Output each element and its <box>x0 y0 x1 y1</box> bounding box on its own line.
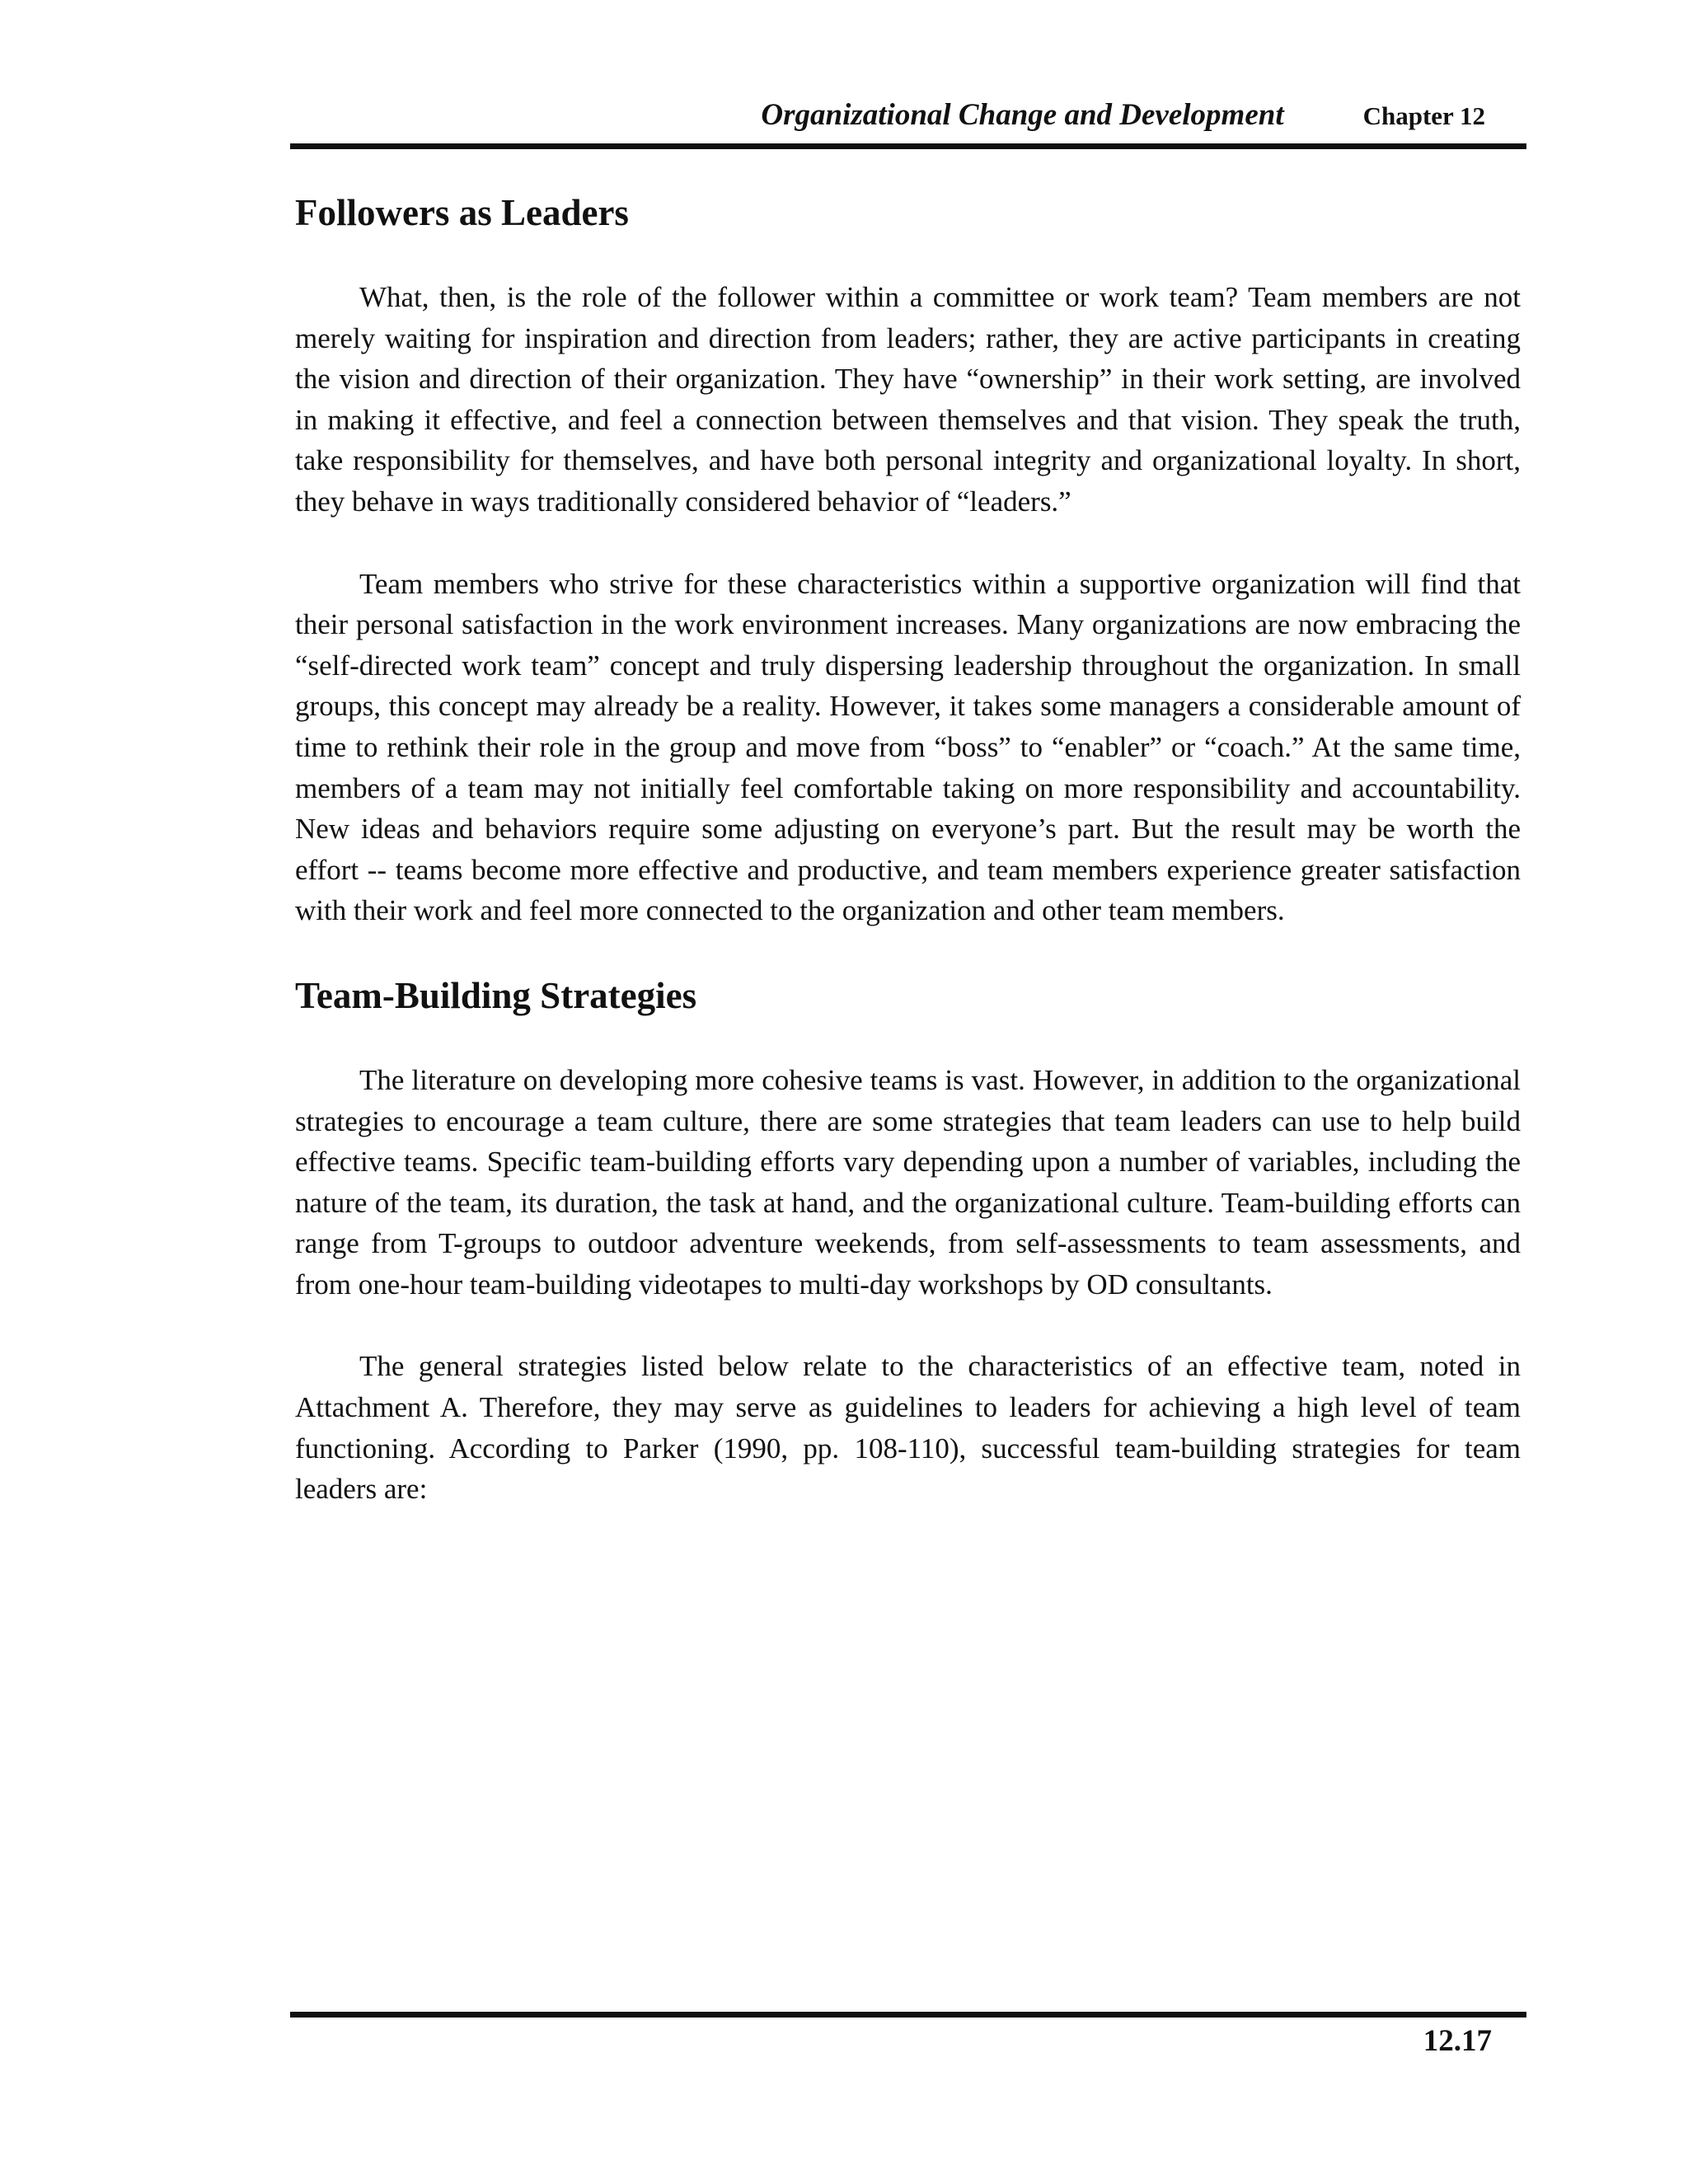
running-header <box>290 97 1526 138</box>
header-title: Organizational Change and Development <box>761 98 1284 132</box>
footer-rule <box>290 2012 1526 2018</box>
page-content <box>295 190 1521 1510</box>
body-paragraph: The literature on developing more cohesive teams is vast. However, in addition to the organizational strategies to encourage a team culture, there are some strategies that team leaders can use to help build effective teams. Specific team-building efforts vary depending upon a number of variables, including the nature of the team, its duration, the task at hand, and the organizational culture. Team-building efforts can range from T-groups to outdoor adventure weekends, from self-assessments to team assessments, and from one-hour team-building videotapes to multi-day workshops by OD consultants. <box>295 1063 1521 1301</box>
header-chapter: Chapter 12 <box>1362 101 1485 130</box>
body-paragraph: What, then, is the role of the follower within a committee or work team? Team members are not merely waiting for inspiration and direction from leaders; rather, they are active participants in creating the vision and direction of their organization. They have “ownership” in their work setting, are involved in making it effective, and feel a connection between themselves and that vision. They speak the truth, take responsibility for themselves, and have both personal integrity and organizational loyalty. In short, they behave in ways traditionally considered behavior of “leaders.” <box>295 281 1521 518</box>
body-paragraph: Team members who strive for these characteristics within a supportive organization will find that their personal satisfaction in the work environment increases. Many organizations are now embracing the “self-directed work team” concept and truly dispersing leadership throughout the organization. In small groups, this concept may already be a reality. However, it takes some managers a considerable amount of time to rethink their role in the group and move from “boss” to “enabler” or “coach.” At the same time, members of a team may not initially feel comfortable taking on more responsibility and accountability. New ideas and behaviors require some adjusting on everyone’s part. But the result may be worth the effort -- teams become more effective and productive, and team members experience greater satisfaction with their work and feel more connected to the organization and other team members. <box>295 567 1521 927</box>
page-number: 12.17 <box>1423 2024 1492 2058</box>
section-heading-followers-as-leaders: Followers as Leaders <box>295 192 629 233</box>
section-heading-team-building-strategies: Team-Building Strategies <box>295 974 697 1016</box>
header-rule <box>290 143 1526 149</box>
body-paragraph: The general strategies listed below relate to the characteristics of an effective team, noted in Attachment A. Therefore, they may serve as guidelines to leaders for achieving a high level of team functioning. According to Parker (1990, pp. 108-110), successful team-building strategies for team leaders are: <box>295 1350 1521 1506</box>
